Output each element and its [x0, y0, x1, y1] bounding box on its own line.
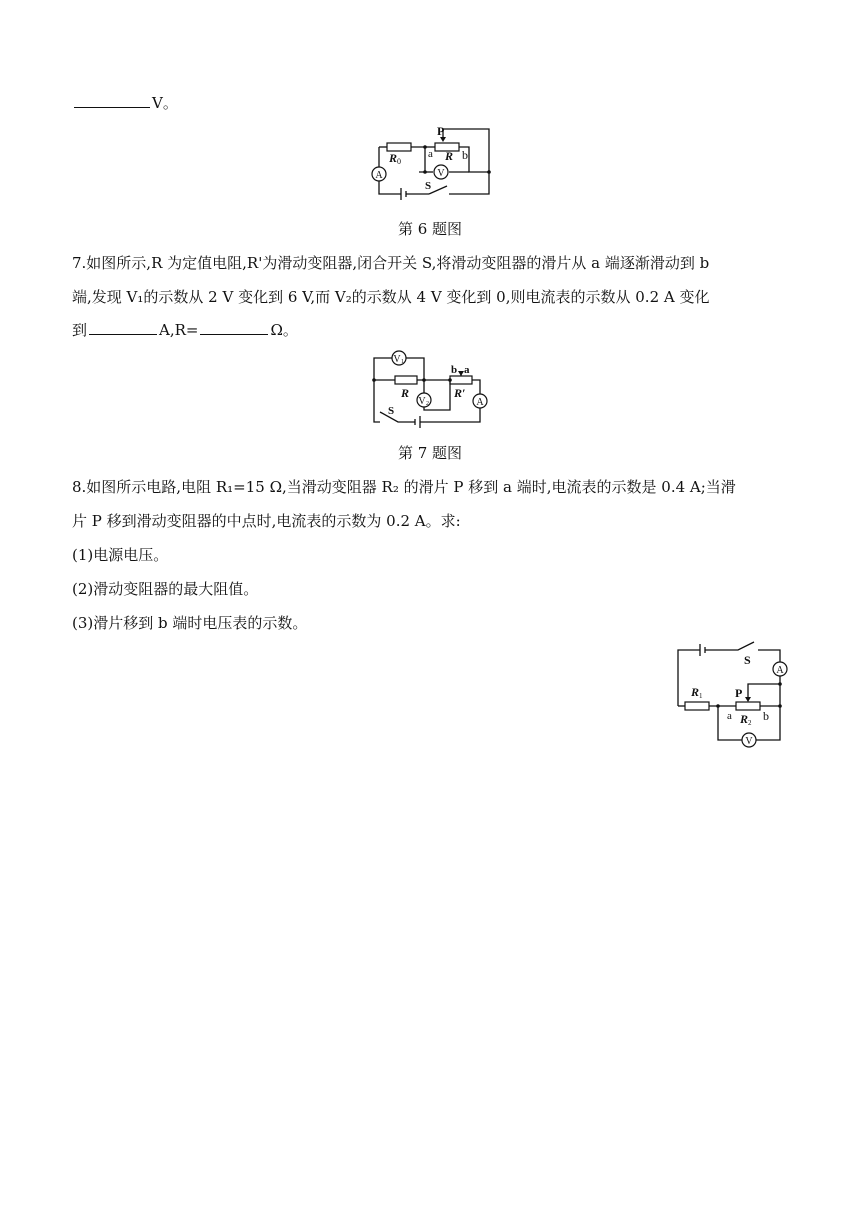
- fig7-label-Rp: R′: [454, 386, 466, 400]
- answer-blank: [200, 333, 268, 335]
- q7-line-3: [72, 320, 298, 340]
- fig7-label-V1-sub: 1: [401, 359, 404, 365]
- answer-blank: [89, 333, 157, 335]
- q7-line-3-mid: A,R=: [159, 321, 199, 339]
- fig8-label-V: V: [745, 736, 753, 747]
- fig7-label-a: a: [464, 364, 470, 376]
- fig7-label-b: b: [451, 364, 458, 376]
- fig8-label-R2-sub: 2: [748, 719, 752, 727]
- fig6-label-A: A: [375, 170, 383, 181]
- fig6-label-b: b: [462, 148, 468, 162]
- fig7-label-V2-sub: 2: [426, 401, 429, 407]
- q8-item-2: (2)滑动变阻器的最大阻值。: [72, 580, 259, 598]
- fig6-label-V: V: [437, 168, 445, 179]
- fig8-label-A: A: [776, 665, 784, 676]
- fig6-label-R0-sub: 0: [397, 157, 401, 166]
- fig8-label-a: a: [727, 710, 732, 722]
- fig6-label-a: a: [428, 148, 433, 160]
- q6-answer-line: [72, 93, 178, 113]
- figure-6-caption: 第 6 题图: [397, 220, 463, 238]
- fig8-label-R1: R: [691, 685, 700, 699]
- fig7-label-A: A: [476, 397, 484, 408]
- fig7-label-R: R: [401, 386, 410, 400]
- figure-8-circuit: [672, 640, 792, 752]
- fig7-label-S: S: [388, 405, 395, 417]
- fig8-label-P: P: [735, 686, 743, 700]
- q8-line-2: 片 P 移到滑动变阻器的中点时,电流表的示数为 0.2 A。求:: [72, 512, 461, 530]
- q7-line-3-post: Ω。: [270, 321, 298, 339]
- q8-item-1: (1)电源电压。: [72, 546, 169, 564]
- fig6-label-P: P: [437, 124, 445, 138]
- fig7-label-V2: V: [418, 396, 426, 407]
- fig6-label-S: S: [425, 180, 432, 192]
- fig6-label-R: R: [445, 149, 454, 163]
- q7-line-3-pre: 到: [72, 321, 88, 339]
- figure-7-caption: 第 7 题图: [397, 444, 463, 462]
- q6-unit: V。: [152, 94, 178, 112]
- figure-6-circuit: [365, 122, 495, 202]
- fig6-label-R0: R: [389, 151, 398, 165]
- figure-7-circuit: [370, 350, 494, 430]
- q8-line-1: 8.如图所示电路,电阻 R₁=15 Ω,当滑动变阻器 R₂ 的滑片 P 移到 a 端时,电流表的示数是 0.4 A;当滑: [72, 478, 736, 496]
- fig8-label-R1-sub: 1: [699, 692, 703, 700]
- q7-line-1: 7.如图所示,R 为定值电阻,R'为滑动变阻器,闭合开关 S,将滑动变阻器的滑片从 a 端逐渐滑动到 b: [72, 254, 710, 272]
- fig8-label-R2: R: [740, 712, 749, 726]
- fig8-label-S: S: [744, 653, 751, 667]
- q7-line-2: 端,发现 V₁的示数从 2 V 变化到 6 V,而 V₂的示数从 4 V 变化到 0,则电流表的示数从 0.2 A 变化: [72, 288, 710, 306]
- answer-blank: [74, 106, 150, 108]
- fig7-label-V1: V: [393, 354, 401, 365]
- q8-item-3: (3)滑片移到 b 端时电压表的示数。: [72, 614, 308, 632]
- fig8-label-b: b: [763, 709, 769, 723]
